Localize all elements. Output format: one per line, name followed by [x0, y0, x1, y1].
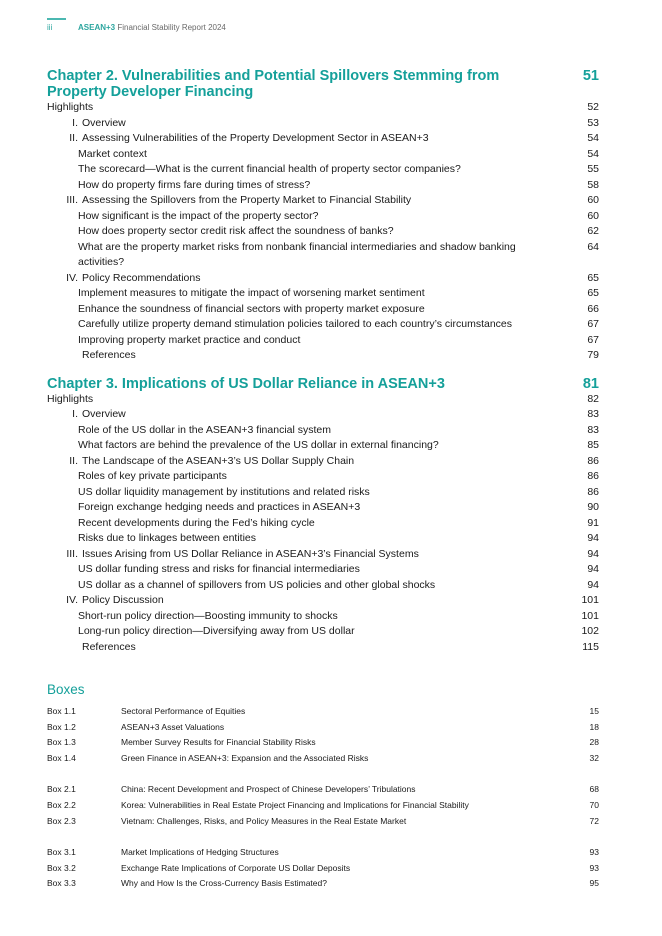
entry-page: 66 [587, 302, 599, 315]
entry-page: 60 [587, 209, 599, 222]
entry-page: 67 [587, 318, 599, 330]
entry-number: III. [66, 547, 78, 560]
entry-number: II. [69, 132, 78, 144]
toc-entry[interactable] [47, 454, 599, 470]
toc-entry[interactable] [47, 593, 599, 609]
entry-label: The Landscape of the ASEAN+3’s US Dollar Supply Chain [82, 454, 355, 467]
toc-entry[interactable] [47, 547, 599, 563]
entry-label: How do property firms fare during times of stress? [78, 178, 311, 191]
entry-label: Recent developments during the Fed’s hiking cycle [78, 516, 315, 529]
box-entry[interactable] [47, 814, 599, 830]
box-title: China: Recent Development and Prospect of Chinese Developers’ Tribulations [121, 784, 416, 795]
entry-label: Assessing Vulnerabilities of the Property Development Sector in ASEAN+3 [82, 132, 429, 144]
entry-number: I. [72, 408, 78, 420]
box-entry[interactable] [47, 704, 599, 720]
box-page: 93 [589, 862, 599, 873]
box-id: Box 1.2 [47, 721, 76, 732]
toc-entry[interactable] [47, 500, 599, 516]
box-page: 93 [589, 847, 599, 858]
report-brand: ASEAN+3 [78, 23, 116, 32]
entry-page: 55 [587, 163, 599, 175]
box-title: Sectoral Performance of Equities [121, 706, 246, 716]
toc-entry[interactable] [47, 317, 599, 333]
toc-entry[interactable] [47, 178, 599, 194]
running-title [78, 23, 226, 32]
toc-entry[interactable] [47, 224, 599, 240]
entry-number: I. [72, 116, 78, 129]
toc-entry[interactable] [47, 147, 599, 163]
box-entry[interactable] [47, 845, 599, 861]
box-page: 32 [589, 752, 599, 763]
page-header [47, 18, 607, 38]
box-entry[interactable] [47, 720, 599, 736]
box-entry[interactable] [47, 782, 599, 798]
page-number: iii [47, 23, 53, 32]
entry-page: 94 [587, 532, 599, 544]
toc-entry[interactable] [47, 302, 599, 318]
toc-entry[interactable] [47, 131, 599, 147]
box-entry[interactable] [47, 735, 599, 751]
toc-entry[interactable] [47, 348, 599, 364]
toc-entry[interactable] [47, 407, 599, 423]
entry-page: 101 [581, 594, 599, 606]
toc-entry[interactable] [47, 485, 599, 501]
toc-entry[interactable] [47, 209, 599, 225]
entry-page: 52 [587, 101, 599, 113]
entry-page: 83 [587, 423, 599, 436]
toc-entry[interactable] [47, 116, 599, 132]
toc-entry[interactable] [47, 562, 599, 578]
entry-label: Policy Recommendations [82, 271, 201, 284]
entry-label: Policy Discussion [82, 594, 164, 606]
toc-entry[interactable] [47, 423, 599, 439]
entry-page: 115 [582, 640, 599, 653]
entry-page: 82 [587, 392, 599, 405]
entry-number [62, 348, 78, 364]
box-id: Box 2.2 [47, 799, 76, 810]
entry-label: Improving property market practice and conduct [78, 333, 301, 346]
entry-label: The scorecard—What is the current financial health of property sector companies? [78, 163, 461, 175]
entry-page: 64 [587, 240, 599, 253]
entry-page: 60 [587, 194, 599, 206]
header-accent-bar [47, 18, 66, 20]
box-id: Box 3.3 [47, 878, 76, 889]
toc-entry[interactable] [47, 162, 599, 178]
chapter-title: Chapter 3. Implications of US Dollar Reliance in ASEAN+3 [47, 375, 445, 392]
entry-label: Issues Arising from US Dollar Reliance in ASEAN+3’s Financial Systems [82, 547, 419, 560]
entry-label: Roles of key private participants [78, 470, 227, 482]
toc-entry[interactable] [47, 193, 599, 209]
boxes-list [47, 681, 599, 892]
entry-page: 54 [587, 132, 599, 144]
box-page: 15 [589, 706, 599, 716]
box-id: Box 1.4 [47, 752, 76, 763]
box-page: 28 [589, 737, 599, 748]
entry-page: 65 [587, 287, 599, 299]
entry-label: Risks due to linkages between entities [78, 532, 257, 544]
toc-entry[interactable] [47, 271, 599, 287]
entry-number: IV. [66, 271, 78, 284]
chapter-heading[interactable] [47, 68, 599, 100]
chapter-title: Chapter 2. Vulnerabilities and Potential Spillovers Stemming from Property Developer Financing [47, 68, 500, 100]
box-id: Box 3.1 [47, 847, 76, 858]
box-title: ASEAN+3 Asset Valuations [121, 721, 225, 732]
chapter-page: 81 [582, 375, 599, 392]
entry-page: 58 [587, 178, 599, 191]
entry-page: 65 [587, 271, 599, 284]
entry-label: US dollar funding stress and risks for financial intermediaries [78, 563, 360, 575]
entry-page: 94 [587, 547, 599, 560]
entry-label: Highlights [47, 101, 94, 113]
entry-page: 86 [587, 470, 599, 482]
boxes-heading: Boxes [47, 682, 85, 697]
entry-label: Overview [82, 116, 126, 129]
toc-entry[interactable] [47, 286, 599, 302]
toc-entry[interactable] [47, 333, 599, 349]
entry-page: 94 [587, 563, 599, 575]
entry-label: US dollar as a channel of spillovers from US policies and other global shocks [78, 578, 436, 591]
toc-entry[interactable] [47, 240, 599, 271]
entry-label: Market context [78, 147, 147, 160]
box-entry[interactable] [47, 861, 599, 877]
box-title: Market Implications of Hedging Structures [121, 847, 279, 858]
box-page: 18 [589, 721, 599, 732]
entry-label: Assessing the Spillovers from the Property Market to Financial Stability [82, 194, 412, 206]
entry-label: Foreign exchange hedging needs and practices in ASEAN+3 [78, 501, 361, 513]
entry-label: Long-run policy direction—Diversifying away from US dollar [78, 625, 355, 637]
box-id: Box 1.1 [47, 706, 76, 716]
entry-number [62, 640, 78, 656]
table-of-contents [47, 68, 599, 655]
entry-number: IV. [66, 594, 78, 606]
entry-page: 86 [587, 454, 599, 467]
box-entry[interactable] [47, 798, 599, 814]
entry-page: 79 [587, 349, 599, 361]
box-title: Exchange Rate Implications of Corporate US Dollar Deposits [121, 862, 351, 873]
entry-label: Highlights [47, 392, 94, 405]
box-title: Vietnam: Challenges, Risks, and Policy Measures in the Real Estate Market [121, 815, 407, 826]
entry-page: 90 [587, 501, 599, 513]
entry-page: 86 [587, 485, 599, 498]
entry-label: US dollar liquidity management by institutions and related risks [78, 485, 370, 498]
entry-page: 83 [587, 408, 599, 420]
entry-page: 53 [587, 116, 599, 129]
box-title: Korea: Vulnerabilities in Real Estate Project Financing and Implications for Financial Stability [121, 799, 469, 810]
toc-entry[interactable] [47, 609, 599, 625]
entry-page: 54 [587, 147, 599, 160]
chapter-heading[interactable] [47, 376, 599, 392]
entry-page: 62 [587, 225, 599, 237]
toc-entry[interactable] [47, 100, 599, 116]
box-entry[interactable] [47, 876, 599, 892]
toc-entry[interactable] [47, 640, 599, 656]
entry-label: How does property sector credit risk affect the soundness of banks? [78, 225, 394, 237]
chapter-page: 51 [582, 68, 599, 84]
box-page: 72 [589, 815, 599, 826]
entry-label: Implement measures to mitigate the impact of worsening market sentiment [78, 287, 425, 299]
box-title: Why and How Is the Cross-Currency Basis Estimated? [121, 878, 327, 889]
entry-page: 67 [587, 333, 599, 346]
box-page: 70 [589, 799, 599, 810]
box-page: 68 [589, 784, 599, 795]
entry-label: Short-run policy direction—Boosting immunity to shocks [78, 609, 338, 622]
entry-label: What are the property market risks from nonbank financial intermediaries and shadow banking activities? [78, 240, 516, 268]
box-id: Box 2.1 [47, 784, 76, 795]
entry-label: How significant is the impact of the property sector? [78, 209, 319, 222]
entry-label: References [82, 640, 136, 653]
box-page: 95 [589, 878, 599, 889]
box-title: Member Survey Results for Financial Stability Risks [121, 737, 316, 748]
toc-entry[interactable] [47, 438, 599, 454]
entry-label: Carefully utilize property demand stimulation policies tailored to each country’s circumstances [78, 318, 513, 330]
entry-page: 85 [587, 439, 599, 451]
toc-entry[interactable] [47, 624, 599, 640]
toc-entry[interactable] [47, 392, 599, 408]
box-title: Green Finance in ASEAN+3: Expansion and the Associated Risks [121, 752, 369, 763]
toc-entry[interactable] [47, 531, 599, 547]
entry-label: Role of the US dollar in the ASEAN+3 financial system [78, 423, 332, 436]
box-id: Box 3.2 [47, 862, 76, 873]
entry-number: III. [66, 194, 78, 206]
toc-entry[interactable] [47, 469, 599, 485]
entry-number: II. [69, 454, 78, 467]
toc-entry[interactable] [47, 578, 599, 594]
toc-entry[interactable] [47, 516, 599, 532]
entry-page: 94 [587, 578, 599, 591]
box-id: Box 2.3 [47, 815, 76, 826]
entry-label: Enhance the soundness of financial sectors with property market exposure [78, 302, 425, 315]
entry-page: 102 [581, 625, 599, 637]
entry-page: 91 [587, 516, 599, 529]
entry-label: References [82, 349, 136, 361]
entry-page: 101 [581, 609, 599, 622]
entry-label: What factors are behind the prevalence of the US dollar in external financing? [78, 439, 439, 451]
box-entry[interactable] [47, 751, 599, 767]
entry-label: Overview [82, 408, 126, 420]
box-id: Box 1.3 [47, 737, 76, 748]
report-title: Financial Stability Report 2024 [117, 23, 226, 32]
